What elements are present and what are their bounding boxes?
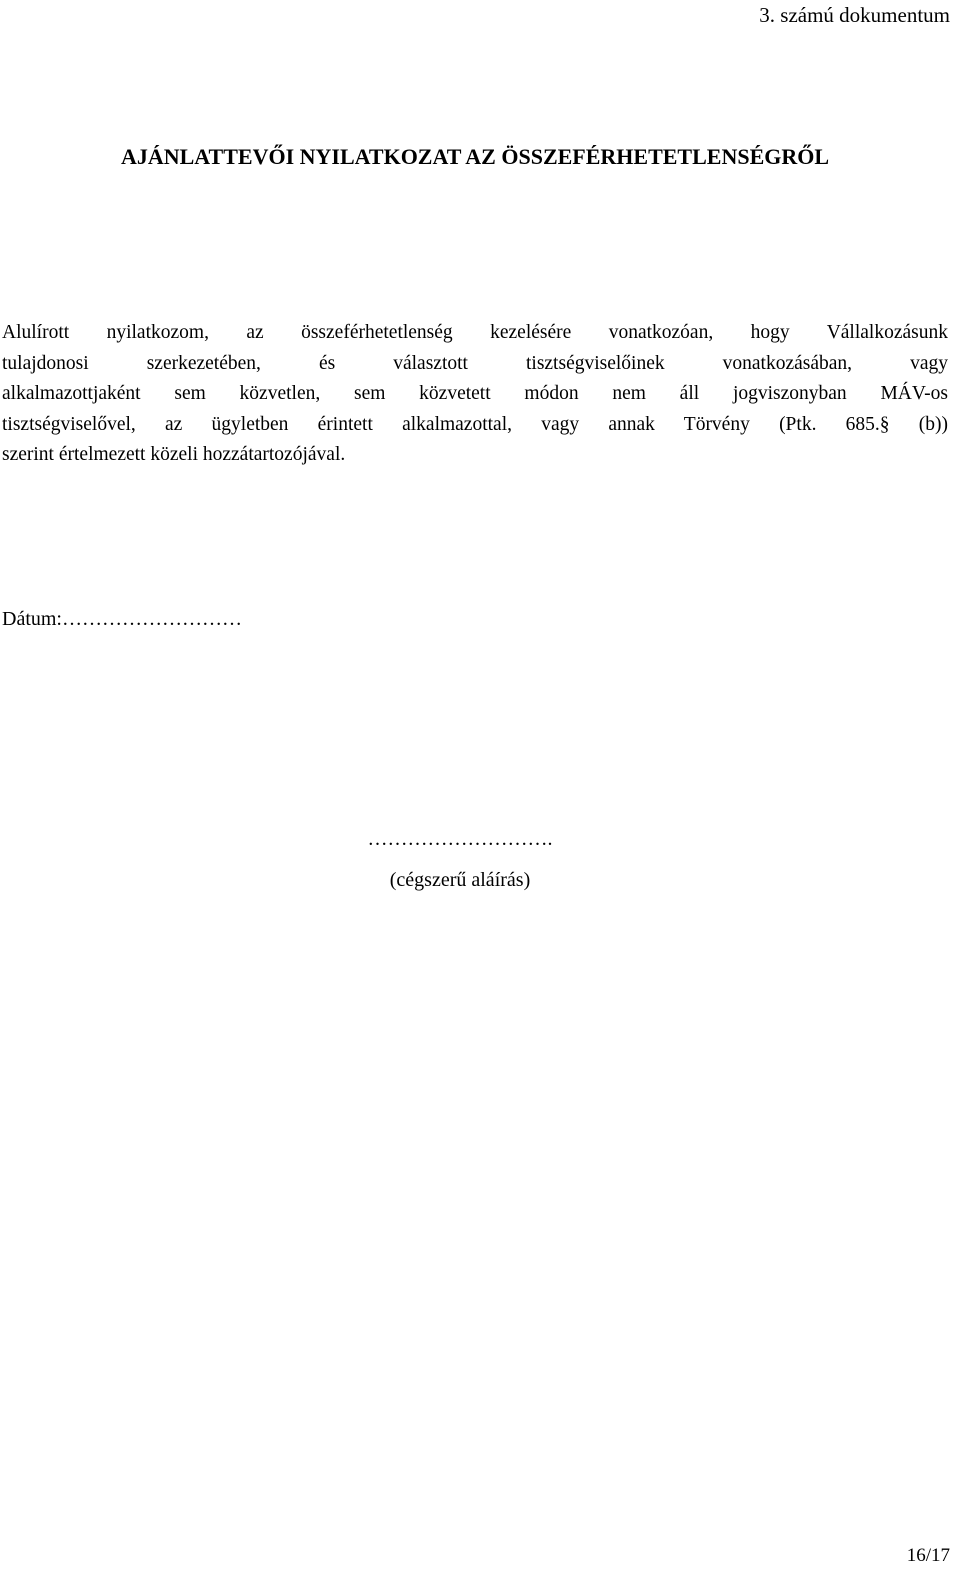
- declaration-line: tisztségviselővel, az ügyletben érintett alkalmazottal, vagy annak Törvény (Ptk. 685.§ (b)): [2, 413, 948, 435]
- declaration-line: szerint értelmezett közeli hozzátartozójával.: [2, 444, 346, 465]
- document-label: 3. számú dokumentum: [759, 3, 950, 27]
- declaration-line: tulajdonosi szerkezetében, és választott tisztségviselőinek vonatkozásában, vagy: [2, 352, 948, 374]
- declaration-line: alkalmazottjaként sem közvetlen, sem közvetett módon nem áll jogviszonyban MÁV-os: [2, 383, 948, 404]
- signature-block: [340, 826, 580, 893]
- signature-line: ……………………….: [367, 828, 553, 850]
- date-field: [2, 606, 242, 632]
- page-number: 16/17: [906, 1545, 950, 1566]
- declaration-line: Alulírott nyilatkozom, az összeférhetetlenség kezelésére vonatkozóan, hogy Vállalkozásunk: [2, 322, 948, 343]
- date-blank: ………………………: [62, 608, 242, 630]
- page-title: AJÁNLATTEVŐI NYILATKOZAT AZ ÖSSZEFÉRHETETLENSÉGRŐL: [120, 144, 830, 169]
- signature-caption: (cégszerű aláírás): [389, 869, 531, 891]
- declaration-text: [2, 318, 948, 471]
- date-label: Dátum:: [2, 608, 62, 630]
